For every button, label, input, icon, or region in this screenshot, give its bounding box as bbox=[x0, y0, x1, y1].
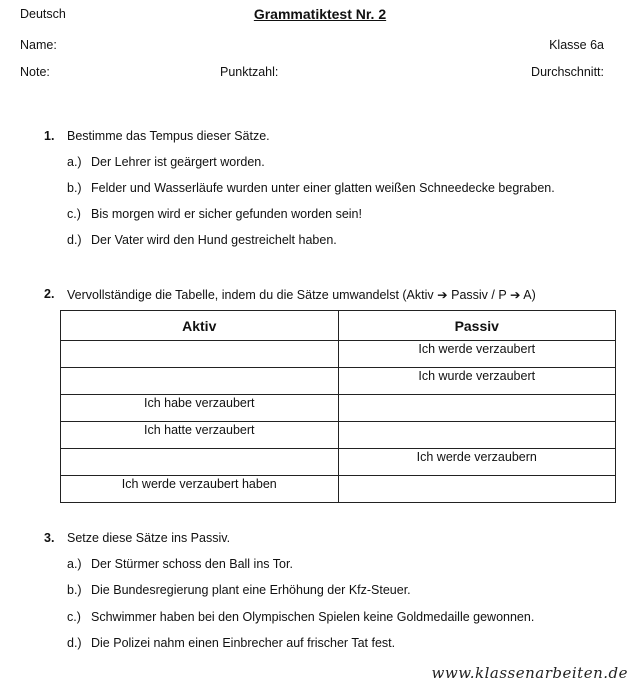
task3-item-a-text: Der Stürmer schoss den Ball ins Tor. bbox=[91, 557, 293, 571]
table-row bbox=[61, 449, 616, 476]
document-title: Grammatiktest Nr. 2 bbox=[253, 6, 387, 22]
task1-item-b-letter: b.) bbox=[67, 181, 82, 195]
name-label: Name: bbox=[20, 38, 57, 52]
task1-number: 1. bbox=[44, 129, 55, 143]
task3-number: 3. bbox=[44, 531, 55, 545]
table-cell-aktiv[interactable] bbox=[61, 341, 339, 368]
task3-item-c-text: Schwimmer haben bei den Olympischen Spielen keine Goldmedaille gewonnen. bbox=[91, 610, 535, 624]
task3-item-d-letter: d.) bbox=[67, 636, 82, 650]
table-cell-passiv[interactable]: Ich werde verzaubern bbox=[338, 449, 616, 476]
task3-item-b-letter: b.) bbox=[67, 583, 82, 597]
table-row bbox=[61, 422, 616, 449]
table-row bbox=[61, 341, 616, 368]
header-passiv: Passiv bbox=[338, 311, 616, 341]
table-cell-passiv[interactable] bbox=[338, 422, 616, 449]
score-label: Punktzahl: bbox=[220, 65, 279, 79]
arrow-right-icon: ➔ bbox=[437, 288, 448, 302]
table-cell-aktiv[interactable]: Ich werde verzaubert haben bbox=[61, 476, 339, 503]
table-row bbox=[61, 368, 616, 395]
class-label: Klasse 6a bbox=[549, 38, 604, 52]
task1-item-a-letter: a.) bbox=[67, 155, 82, 169]
average-label: Durchschnitt: bbox=[531, 65, 604, 79]
task1-item-d-letter: d.) bbox=[67, 233, 82, 247]
task3-item-a-letter: a.) bbox=[67, 557, 82, 571]
subject-label: Deutsch bbox=[20, 7, 66, 21]
table-header-row bbox=[61, 311, 616, 341]
table-cell-aktiv[interactable]: Ich hatte verzaubert bbox=[61, 422, 339, 449]
arrow-right-icon: ➔ bbox=[509, 288, 521, 302]
conversion-table bbox=[60, 310, 616, 503]
table-cell-aktiv[interactable] bbox=[61, 449, 339, 476]
table-cell-passiv[interactable] bbox=[338, 476, 616, 503]
task1-instruction: Bestimme das Tempus dieser Sätze. bbox=[67, 129, 270, 143]
table-cell-aktiv[interactable] bbox=[61, 368, 339, 395]
watermark-url: www.klassenarbeiten.de bbox=[431, 664, 628, 682]
task1-item-a-text: Der Lehrer ist geärgert worden. bbox=[91, 155, 265, 169]
task2-instruction bbox=[67, 287, 536, 302]
task2-instruction-start: Vervollständige die Tabelle, indem du die Sätze umwandelst (Aktiv bbox=[67, 288, 434, 302]
task3-item-b-text: Die Bundesregierung plant eine Erhöhung der Kfz-Steuer. bbox=[91, 583, 411, 597]
task2-number: 2. bbox=[44, 287, 55, 301]
task1-item-c-letter: c.) bbox=[67, 207, 81, 221]
table-cell-passiv[interactable]: Ich werde verzaubert bbox=[338, 341, 616, 368]
table-cell-passiv[interactable]: Ich wurde verzaubert bbox=[338, 368, 616, 395]
table-row bbox=[61, 395, 616, 422]
table-row bbox=[61, 476, 616, 503]
task1-item-b-text: Felder und Wasserläufe wurden unter einer glatten weißen Schneedecke begraben. bbox=[91, 181, 555, 195]
task3-item-c-letter: c.) bbox=[67, 610, 81, 624]
task3-instruction: Setze diese Sätze ins Passiv. bbox=[67, 531, 231, 545]
task1-item-c-text: Bis morgen wird er sicher gefunden worden sein! bbox=[91, 207, 362, 221]
task1-item-d-text: Der Vater wird den Hund gestreichelt haben. bbox=[91, 233, 337, 247]
task2-instruction-end: A) bbox=[523, 288, 536, 302]
header-aktiv: Aktiv bbox=[61, 311, 339, 341]
table-cell-passiv[interactable] bbox=[338, 395, 616, 422]
note-label: Note: bbox=[20, 65, 50, 79]
task3-item-d-text: Die Polizei nahm einen Einbrecher auf frischer Tat fest. bbox=[91, 636, 396, 650]
table-cell-aktiv[interactable]: Ich habe verzaubert bbox=[61, 395, 339, 422]
task2-instruction-middle: Passiv / P bbox=[451, 288, 507, 302]
